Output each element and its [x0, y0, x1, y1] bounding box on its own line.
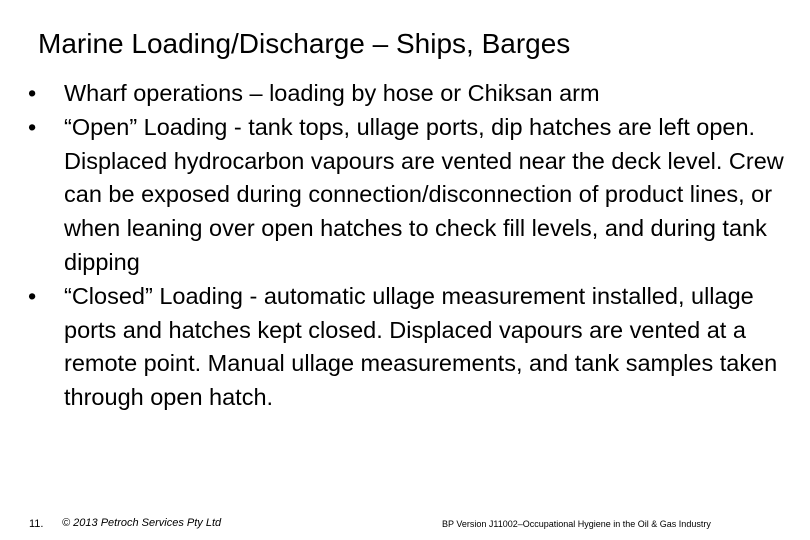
- list-item: [28, 111, 798, 280]
- bullet-list: [28, 77, 798, 415]
- list-item: [28, 280, 798, 415]
- copyright-notice: © 2013 Petroch Services Pty Ltd: [62, 517, 222, 529]
- slide-number: 11.: [29, 518, 44, 530]
- bullet-text: “Open” Loading - tank tops, ullage ports, dip hatches are left open. Displaced hydrocarbon vapours are vented near the deck level. Crew can be exposed during connection/disconnection of product lines, or when leaning over open hatches to check fill levels, and during tank dipping: [64, 113, 784, 275]
- bullet-icon: •: [28, 80, 37, 106]
- bullet-icon: •: [28, 282, 37, 309]
- bullet-text: Wharf operations – loading by hose or Chiksan arm: [64, 80, 600, 106]
- bullet-text: “Closed” Loading - automatic ullage measurement installed, ullage ports and hatches kept closed. Displaced vapours are vented at a remote point. Manual ullage measurements, and tank samples taken through open hatch.: [64, 282, 778, 411]
- slide-title: Marine Loading/Discharge – Ships, Barges: [38, 28, 571, 59]
- bullet-icon: •: [28, 113, 37, 140]
- course-footer: BP Version J11002–Occupational Hygiene in the Oil & Gas Industry: [442, 519, 711, 529]
- list-item: [28, 77, 798, 111]
